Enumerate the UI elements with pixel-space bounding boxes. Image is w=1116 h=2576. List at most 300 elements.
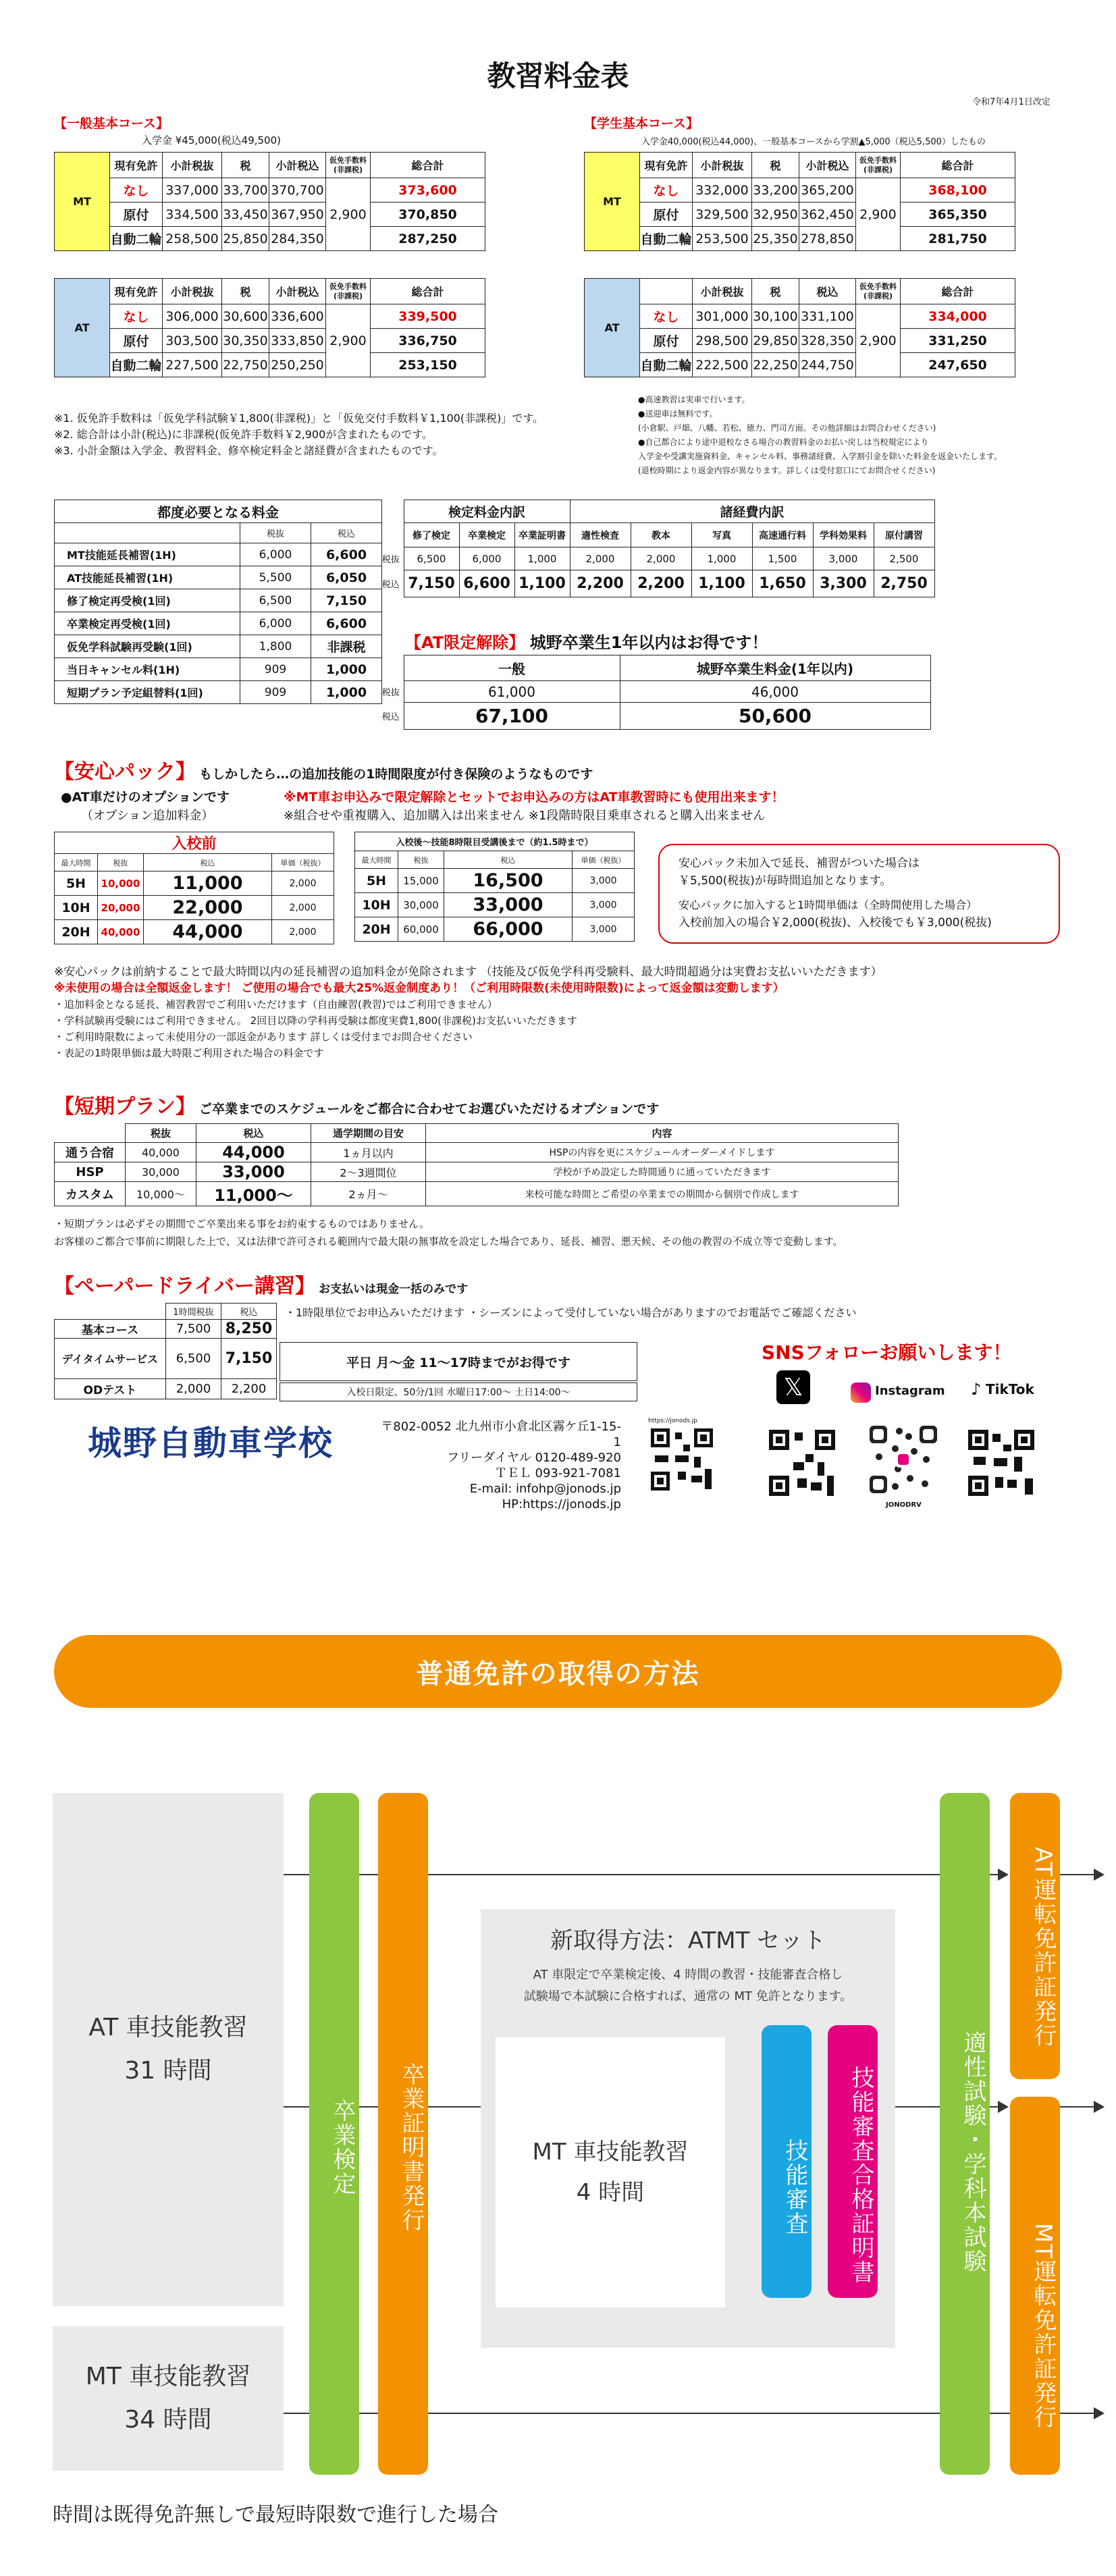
- table-row: [585, 203, 1015, 227]
- paper-note: ・1時限単位でお申込みいただけます ・シーズンによって受付していない場合がありますのでお電話でご確認ください: [285, 1306, 857, 1319]
- exam-h1: 検定料金内訳: [404, 500, 570, 523]
- bar-skill-certificate: 技能審査合格証明書: [828, 2025, 878, 2298]
- table-row: [55, 612, 382, 635]
- school-addr-1: フリーダイヤル 0120-489-920: [447, 1451, 621, 1465]
- instagram-icon[interactable]: [851, 1383, 871, 1403]
- table-row: [585, 353, 1015, 377]
- general-at-header-4: 仮免手数料(非課税): [326, 279, 371, 304]
- student-mt-cell-1-1: 329,500: [693, 203, 752, 227]
- student-mt-cell-0-0: なし: [640, 178, 693, 203]
- student-at-cell-0-3: 331,100: [799, 304, 856, 329]
- general-mt-cell-0-0: なし: [110, 178, 163, 203]
- pertime-in-3: 6,600: [311, 612, 382, 635]
- short-cell-0-4: HSPの内容を更にスケジュールオーダーメイドします: [426, 1143, 899, 1162]
- school-qr-icon[interactable]: [648, 1426, 716, 1493]
- bar-skill-check: 技能審査: [762, 2025, 812, 2298]
- exam-col-2: 卒業証明書: [514, 523, 570, 547]
- pertime-col-in: 税込: [311, 523, 382, 543]
- exam-in-0: 7,150: [404, 570, 459, 597]
- pertime-table: [54, 500, 382, 704]
- short-cell-0-0: 通う合宿: [55, 1143, 126, 1162]
- exam-col-7: 学科効果料: [813, 523, 874, 547]
- general-at-label: AT: [55, 279, 110, 377]
- note-left-1: ※2. 総合計は小計(税込)に非課税(仮免許手数料￥2,900が含まれたものです。: [54, 428, 433, 441]
- student-at-cell-1-0: 原付: [640, 329, 693, 353]
- anshin-before-col-3: 単価（税抜）: [272, 854, 334, 871]
- student-mt-header-4: 仮免手数料(非課税): [856, 153, 901, 178]
- general-mt-total-0: 373,600: [371, 178, 485, 203]
- how-new-title: 新取得方法：ATMT セット: [550, 1927, 826, 1954]
- note-left-2: ※3. 小計金額は入学金、教習料金、修卒検定料金と諸経費が含まれたものです。: [54, 444, 444, 457]
- student-mt-total-0: 368,100: [901, 178, 1015, 203]
- short-cell-2-4: 来校可能な時間とご希望の卒業までの期間から個別で作成します: [426, 1182, 899, 1206]
- anshin-before-table: [54, 832, 334, 944]
- general-at-cell-2-3: 250,250: [269, 353, 326, 377]
- exam-ex-3: 2,000: [570, 547, 631, 570]
- pertime-label-4: 仮免学科試験再受験(1回): [55, 635, 240, 658]
- x-icon[interactable]: 𝕏: [776, 1370, 810, 1404]
- how-arrow-mt-head: [1094, 2407, 1105, 2419]
- table-row: [55, 178, 485, 203]
- general-mt-total-1: 370,850: [371, 203, 485, 227]
- student-at-cell-1-1: 298,500: [693, 329, 752, 353]
- general-at-header-0: 現有免許: [110, 279, 163, 304]
- student-at-table: [584, 278, 1015, 377]
- exam-in-3: 2,200: [570, 570, 631, 597]
- student-mt-cell-1-3: 362,450: [799, 203, 856, 227]
- school-addr-3: E-mail: infohp@jonods.jp: [469, 1482, 621, 1496]
- exam-ex-label: 税抜: [381, 555, 400, 565]
- student-at-fee: 2,900: [856, 304, 901, 377]
- note-right-2: (小倉駅、戸畑、八幡、若松、徳力、門司方面。その他詳細はお問合わせください): [638, 423, 936, 433]
- anshin-box-line1: 安心パック未加入で延長、補習がついた場合は: [679, 857, 920, 870]
- short-cell-0-2: 44,000: [196, 1143, 311, 1162]
- pertime-label-2: 修了検定再受検(1回): [55, 589, 240, 612]
- exam-col-5: 写真: [691, 523, 752, 547]
- instagram-qr-icon[interactable]: [866, 1422, 941, 1497]
- pertime-ex-0: 6,000: [240, 543, 311, 566]
- table-row: [55, 1143, 899, 1162]
- general-at-table: [54, 278, 485, 377]
- anshin-after-label: 入校後～技能8時限目受講後まで（約1.5時まで）: [355, 832, 635, 851]
- anshin-after-table: [354, 832, 635, 942]
- short-cell-2-0: カスタム: [55, 1182, 126, 1206]
- anshin-box-line2: ￥5,500(税抜)が毎時間追加となります。: [679, 874, 892, 888]
- paper-table: [54, 1303, 277, 1399]
- student-at-cell-2-1: 222,500: [693, 353, 752, 377]
- short-heading: [54, 1090, 659, 1119]
- x-qr-icon[interactable]: [766, 1427, 838, 1499]
- anshin-before-cell-2-2: 44,000: [144, 920, 272, 944]
- at-limit-in-label: 税込: [381, 712, 400, 722]
- tiktok-qr-icon[interactable]: [965, 1427, 1037, 1499]
- general-at-cell-2-2: 22,750: [222, 353, 269, 377]
- general-mt-header-1: 小計税抜: [163, 153, 222, 178]
- short-notes: [54, 1215, 843, 1250]
- paper-weekday: 平日 月～金 11～17時までがお得です: [280, 1342, 637, 1381]
- revision-date: 令和7年4月1日改定: [972, 97, 1051, 107]
- exam-ex-6: 1,500: [752, 547, 813, 570]
- student-at-total-1: 331,250: [901, 329, 1015, 353]
- anshin-after-cell-1-3: 3,000: [573, 893, 635, 917]
- anshin-after-col-3: 単価（税抜）: [573, 851, 635, 869]
- pertime-ex-3: 6,000: [240, 612, 311, 635]
- general-at-fee-table: [54, 278, 485, 377]
- anshin-opt1b: （オプション追加料金）: [81, 809, 214, 823]
- how-arrow-at-top-head: [998, 1869, 1009, 1881]
- student-at-cell-2-2: 22,250: [752, 353, 799, 377]
- anshin-before-cell-1-3: 2,000: [272, 896, 334, 920]
- general-mt-fee-table: [54, 152, 485, 251]
- student-mt-cell-2-2: 25,350: [752, 227, 799, 251]
- anshin-before-col-1: 税抜: [98, 854, 144, 871]
- general-mt-total-2: 287,250: [371, 227, 485, 251]
- table-row: [55, 681, 382, 704]
- general-at-header-3: 小計税込: [269, 279, 326, 304]
- exam-col-3: 適性検査: [570, 523, 631, 547]
- exam-h2: 諸経費内訳: [570, 500, 934, 523]
- at-limit-ex-1: 61,000: [404, 681, 620, 703]
- instagram-label: Instagram: [875, 1384, 945, 1398]
- student-mt-table: [584, 152, 1015, 251]
- table-row: [355, 869, 635, 893]
- how-footer: 時間は既得免許無しで最短時限数で進行した場合: [53, 2503, 498, 2527]
- paper-row-1-ex: 7,500: [166, 1320, 221, 1339]
- notes-left: [54, 410, 543, 459]
- student-mt-total-1: 365,350: [901, 203, 1015, 227]
- how-mt-line1: MT 車技能教習: [85, 2363, 251, 2390]
- pertime-label-0: MT技能延長補習(1H): [55, 543, 240, 566]
- school-qr-label[interactable]: https://jonods.jp: [648, 1418, 697, 1424]
- pertime-label-3: 卒業検定再受検(1回): [55, 612, 240, 635]
- table-row: [55, 871, 334, 896]
- general-mt-cell-2-0: 自動二輪: [110, 227, 163, 251]
- anshin-box-line4: 入校前加入の場合￥2,000(税抜)、入校後でも￥3,000(税抜): [679, 916, 992, 930]
- note-left-0: ※1. 仮免許手数料は「仮免学科試験￥1,800(非課税)」と「仮免交付手数料￥1,100(非課税)」です。: [54, 412, 544, 425]
- short-cell-1-3: 2～3週間位: [311, 1162, 426, 1182]
- at-limit-text: 城野卒業生1年以内はお得です！: [529, 633, 768, 652]
- anshin-before-cell-1-2: 22,000: [144, 896, 272, 920]
- table-row: [55, 566, 382, 589]
- general-at-cell-0-3: 336,600: [269, 304, 326, 329]
- anshin-heading: [54, 755, 593, 784]
- general-mt-cell-1-2: 33,450: [222, 203, 269, 227]
- paper-row-2-in: 7,150: [221, 1339, 277, 1379]
- student-at-cell-1-3: 328,350: [799, 329, 856, 353]
- short-col-3: 内容: [426, 1124, 899, 1143]
- how-at-line2: 31 時間: [124, 2057, 212, 2085]
- bar-graduation-exam: 卒業検定: [309, 1793, 359, 2475]
- table-row: [355, 917, 635, 942]
- short-cell-2-1: 10,000～: [126, 1182, 196, 1206]
- anshin-after-cell-1-2: 33,000: [444, 893, 573, 917]
- general-mt-cell-0-1: 337,000: [163, 178, 222, 203]
- table-row: [55, 227, 485, 251]
- pertime-in-5: 1,000: [311, 658, 382, 681]
- student-mt-cell-1-0: 原付: [640, 203, 693, 227]
- general-mt-table: [54, 152, 485, 251]
- general-at-cell-1-3: 333,850: [269, 329, 326, 353]
- general-mt-header-4: 仮免手数料(非課税): [326, 153, 371, 178]
- school-address: [378, 1419, 621, 1512]
- student-mt-cell-2-3: 278,850: [799, 227, 856, 251]
- how-new-desc2: 試験場で本試験に合格すれば、通常の MT 免許となります。: [523, 1989, 853, 2004]
- table-row: [355, 893, 635, 917]
- anshin-note-2: ・追加料金となる延長、補習教習でご利用いただけます（自由練習(教習)ではご利用できません）: [54, 998, 498, 1011]
- anshin-before-cell-2-0: 20H: [55, 920, 98, 944]
- short-cell-1-4: 学校が予め設定した時間通りに通っていただきます: [426, 1162, 899, 1182]
- general-at-cell-1-1: 303,500: [163, 329, 222, 353]
- anshin-before-cell-0-3: 2,000: [272, 871, 334, 896]
- student-at-header-1: 小計税抜: [693, 279, 752, 304]
- paper-row-3-ex: 2,000: [166, 1379, 221, 1399]
- general-at-total-1: 336,750: [371, 329, 485, 353]
- short-table: [54, 1123, 899, 1206]
- general-mt-header-0: 現有免許: [110, 153, 163, 178]
- anshin-before-cell-0-0: 5H: [55, 871, 98, 896]
- note-right-4: 入学金や受講実施資料金、キャンセル料、事務諸経費、入学割引金を除いた料金を返金いたします。: [638, 452, 1003, 461]
- general-mt-cell-1-0: 原付: [110, 203, 163, 227]
- anshin-note-5: ・表記の1時限単価は最大時限ご利用された場合の料金です: [54, 1047, 324, 1059]
- general-mt-header-5: 総合計: [371, 153, 485, 178]
- anshin-after-col-2: 税込: [444, 851, 573, 869]
- school-addr-2: ＴＥＬ 093-921-7081: [494, 1466, 621, 1480]
- paper-row-3-label: ODテスト: [55, 1379, 166, 1399]
- general-at-fee: 2,900: [326, 304, 371, 377]
- general-at-cell-0-1: 306,000: [163, 304, 222, 329]
- student-at-label: AT: [585, 279, 640, 377]
- pertime-in-1: 6,050: [311, 566, 382, 589]
- exam-col-6: 高速通行料: [752, 523, 813, 547]
- paper-row-2-ex: 6,500: [166, 1339, 221, 1379]
- anshin-note-1: ※未使用の場合は全額返金します！ ご使用の場合でも最大25%返金制度あり！（ご利用時限数(未使用時限数)によって返金額は変動します）: [54, 982, 785, 995]
- table-row: [55, 203, 485, 227]
- short-desc: ご卒業までのスケジュールをご都合に合わせてお選びいただけるオプションです: [199, 1102, 660, 1117]
- paper-heading: [54, 1269, 468, 1299]
- short-tag: 【短期プラン】: [54, 1095, 196, 1119]
- student-mt-label: MT: [585, 153, 640, 251]
- student-at-cell-0-2: 30,100: [752, 304, 799, 329]
- student-at-total-0: 334,000: [901, 304, 1015, 329]
- anshin-after-cell-2-1: 60,000: [398, 917, 444, 942]
- anshin-after-cell-0-1: 15,000: [398, 869, 444, 893]
- anshin-before-cell-1-1: 20,000: [98, 896, 144, 920]
- anshin-before-col-0: 最大時間: [55, 854, 98, 871]
- exam-ex-2: 1,000: [514, 547, 570, 570]
- student-mt-header-3: 小計税込: [799, 153, 856, 178]
- general-mt-cell-1-3: 367,950: [269, 203, 326, 227]
- exam-col-0: 修了検定: [404, 523, 459, 547]
- how-new-desc1: AT 車限定で卒業検定後、4 時間の教習・技能審査合格し: [533, 1968, 843, 1982]
- general-mt-cell-2-2: 25,850: [222, 227, 269, 251]
- exam-in-4: 2,200: [631, 570, 691, 597]
- student-at-header-4: 仮免手数料(非課税): [856, 279, 901, 304]
- anshin-after-cell-1-0: 10H: [355, 893, 398, 917]
- student-at-fee-table: [584, 278, 1015, 377]
- table-row: [55, 589, 382, 612]
- anshin-before-col-2: 税込: [144, 854, 272, 871]
- general-at-cell-1-0: 原付: [110, 329, 163, 353]
- table-row: [55, 658, 382, 681]
- at-limit-col2: 城野卒業生料金(1年以内): [620, 655, 930, 681]
- student-at-cell-2-0: 自動二輪: [640, 353, 693, 377]
- pertime-ex-4: 1,800: [240, 635, 311, 658]
- student-at-total-2: 247,650: [901, 353, 1015, 377]
- student-mt-fee: 2,900: [856, 178, 901, 251]
- school-addr-0: 〒802-0052 北九州市小倉北区霧ケ丘1-15-1: [381, 1420, 621, 1449]
- how-new-mt-box: [496, 2037, 725, 2307]
- anshin-box-line3: 安心パックに加入すると1時間単価は（全時間使用した場合）: [679, 898, 978, 911]
- general-mt-header-2: 税: [222, 153, 269, 178]
- exam-col-8: 原付講習: [874, 523, 934, 547]
- tiktok-icon[interactable]: ♪: [971, 1380, 982, 1399]
- exam-in-1: 6,600: [459, 570, 514, 597]
- paper-row-1-in: 8,250: [221, 1320, 277, 1339]
- bar-mt-license: MT運転免許証発行: [1010, 2097, 1060, 2475]
- anshin-tag: 【安心パック】: [54, 760, 196, 784]
- exam-in-2: 1,100: [514, 570, 570, 597]
- student-at-cell-1-2: 29,850: [752, 329, 799, 353]
- pertime-ex-6: 909: [240, 681, 311, 704]
- student-mt-header-1: 小計税抜: [693, 153, 752, 178]
- short-col-0: 税抜: [126, 1124, 196, 1143]
- how-title: 普通免許の取得の方法: [54, 1635, 1062, 1708]
- student-mt-header-5: 総合計: [901, 153, 1015, 178]
- pertime-heading: 都度必要となる料金: [55, 500, 382, 523]
- anshin-before-cell-2-3: 2,000: [272, 920, 334, 944]
- table-row: [55, 304, 485, 329]
- general-at-total-0: 339,500: [371, 304, 485, 329]
- pertime-ex-1: 5,500: [240, 566, 311, 589]
- general-at-cell-0-2: 30,600: [222, 304, 269, 329]
- anshin-after-cell-0-2: 16,500: [444, 869, 573, 893]
- how-arrow-mid-end-head: [1094, 2101, 1105, 2113]
- exam-table: [378, 500, 935, 597]
- table-row: [55, 920, 334, 944]
- general-at-cell-2-0: 自動二輪: [110, 353, 163, 377]
- anshin-notes: [54, 964, 882, 1061]
- bar-aptitude-test: 適性試験・学科本試験: [940, 1793, 990, 2475]
- paper-row-3-in: 2,200: [221, 1379, 277, 1399]
- table-row: [55, 1182, 899, 1206]
- paper-odnote: 入校日限定、50分/1回 水曜日17:00～ 土日14:00～: [280, 1383, 637, 1401]
- at-limit-table: [378, 655, 931, 730]
- at-limit-in-2: 50,600: [620, 703, 930, 730]
- exam-col-4: 教本: [631, 523, 691, 547]
- anshin-before-label: 入校前: [55, 832, 334, 854]
- exam-in-8: 2,750: [874, 570, 934, 597]
- paper-tag: 【ペーパードライバー講習】: [54, 1274, 315, 1298]
- note-right-0: ●高速教習は実車で行います。: [638, 395, 750, 404]
- student-mt-cell-0-1: 332,000: [693, 178, 752, 203]
- general-heading: 【一般基本コース】: [54, 116, 169, 131]
- anshin-after-cell-2-2: 66,000: [444, 917, 573, 942]
- student-entry-fee: 入学金40,000(税込44,000)、一般基本コースから学割▲5,000（税込5,500）したもの: [641, 137, 986, 147]
- paper-desc: お支払いは現金一括のみです: [319, 1283, 469, 1296]
- table-row: [585, 304, 1015, 329]
- general-mt-cell-2-1: 258,500: [163, 227, 222, 251]
- short-cell-1-2: 33,000: [196, 1162, 311, 1182]
- general-mt-cell-0-2: 33,700: [222, 178, 269, 203]
- how-new-mt-line2: 4 時間: [576, 2179, 645, 2206]
- how-mt-box: [53, 2326, 284, 2471]
- bar-at-license: AT運転免許証発行: [1010, 1793, 1060, 2079]
- short-note-0: ・短期プランは必ずその期間でご卒業出来る事をお約束するものではありません。: [54, 1218, 429, 1230]
- table-row: [55, 543, 382, 566]
- student-mt-cell-0-2: 33,200: [752, 178, 799, 203]
- at-limit-ex-label: 税抜: [381, 688, 400, 698]
- student-at-header-3: 税込: [799, 279, 856, 304]
- tiktok-label: TikTok: [986, 1381, 1034, 1397]
- exam-ex-4: 2,000: [631, 547, 691, 570]
- student-mt-fee-table: [584, 152, 1015, 251]
- student-at-cell-0-1: 301,000: [693, 304, 752, 329]
- student-mt-cell-0-3: 365,200: [799, 178, 856, 203]
- general-mt-label: MT: [55, 153, 110, 251]
- exam-in-6: 1,650: [752, 570, 813, 597]
- general-mt-cell-2-3: 284,350: [269, 227, 326, 251]
- short-cell-1-0: HSP: [55, 1162, 126, 1182]
- table-row: [585, 329, 1015, 353]
- at-limit-ex-2: 46,000: [620, 681, 930, 703]
- pertime-label-5: 当日キャンセル料(1H): [55, 658, 240, 681]
- short-note-1: お客様のご都合で事前に期限した上で、又は法律で許可される範囲内で最大限の無事故を設定した場合であり、延長、補習、悪天候、その他の教習の不成立等で変動します。: [54, 1235, 843, 1247]
- at-limit-in-1: 67,100: [404, 703, 620, 730]
- exam-in-7: 3,300: [813, 570, 874, 597]
- how-new-mt-line1: MT 車技能教習: [532, 2139, 689, 2166]
- pertime-in-6: 1,000: [311, 681, 382, 704]
- anshin-red1: ※MT車お申込みで限定解除とセットでお申込みの方はAT車教習時にも使用出来ます！: [284, 790, 785, 805]
- pertime-in-2: 7,150: [311, 589, 382, 612]
- exam-in-5: 1,100: [691, 570, 752, 597]
- student-mt-total-2: 281,750: [901, 227, 1015, 251]
- anshin-note-3: ・学科試験再受験にはご利用できません。 2回目以降の学科再受験は都度実費1,800(非課税)お支払いいただきます: [54, 1015, 577, 1027]
- general-mt-cell-0-3: 370,700: [269, 178, 326, 203]
- pertime-col-ex: 税抜: [240, 523, 311, 543]
- paper-col-ex: 1時間税抜: [166, 1304, 221, 1320]
- note-right-1: ●送迎車は無料です。: [638, 409, 718, 419]
- anshin-after-col-0: 最大時間: [355, 851, 398, 869]
- anshin-after-cell-0-3: 3,000: [573, 869, 635, 893]
- table-row: [585, 178, 1015, 203]
- student-at-cell-2-3: 244,750: [799, 353, 856, 377]
- general-entry-fee: 入学金 ¥45,000(税込49,500): [142, 134, 281, 146]
- general-at-cell-1-2: 30,350: [222, 329, 269, 353]
- table-row: [55, 329, 485, 353]
- anshin-sub1: ※組合せや重複購入、追加購入は出来ません ※1段階時限目乗車されると購入出来ません: [284, 809, 766, 823]
- bar-graduation-certificate: 卒業証明書発行: [378, 1793, 428, 2475]
- pertime-in-0: 6,600: [311, 543, 382, 566]
- anshin-note-0: ※安心パックは前納することで最大時間以内の延長補習の追加料金が免除されます （技能及び仮免学科再受験料、最大時間超過分は実費お支払いいただきます）: [54, 965, 882, 979]
- paper-col-in: 税込: [221, 1304, 277, 1320]
- anshin-box: [658, 844, 1060, 944]
- general-at-total-2: 253,150: [371, 353, 485, 377]
- paper-row-2-label: デイタイムサービス: [55, 1339, 166, 1379]
- general-at-cell-2-1: 227,500: [163, 353, 222, 377]
- general-at-header-2: 税: [222, 279, 269, 304]
- how-at-line1: AT 車技能教習: [88, 2014, 248, 2041]
- general-at-header-1: 小計税抜: [163, 279, 222, 304]
- anshin-note-4: ・ご利用時限数によって未使用分の一部返金があります 詳しくは受付までお問合せください: [54, 1031, 473, 1043]
- instagram-handle: JONODRV: [886, 1501, 922, 1509]
- pertime-in-4: 非課税: [311, 635, 382, 658]
- anshin-after-cell-2-0: 20H: [355, 917, 398, 942]
- exam-ex-7: 3,000: [813, 547, 874, 570]
- school-name: 城野自動車学校: [88, 1424, 334, 1463]
- anshin-desc: もしかしたら…の追加技能の1時間限度が付き保険のようなものです: [199, 767, 593, 782]
- at-limit-heading: [405, 629, 768, 653]
- table-row: [55, 353, 485, 377]
